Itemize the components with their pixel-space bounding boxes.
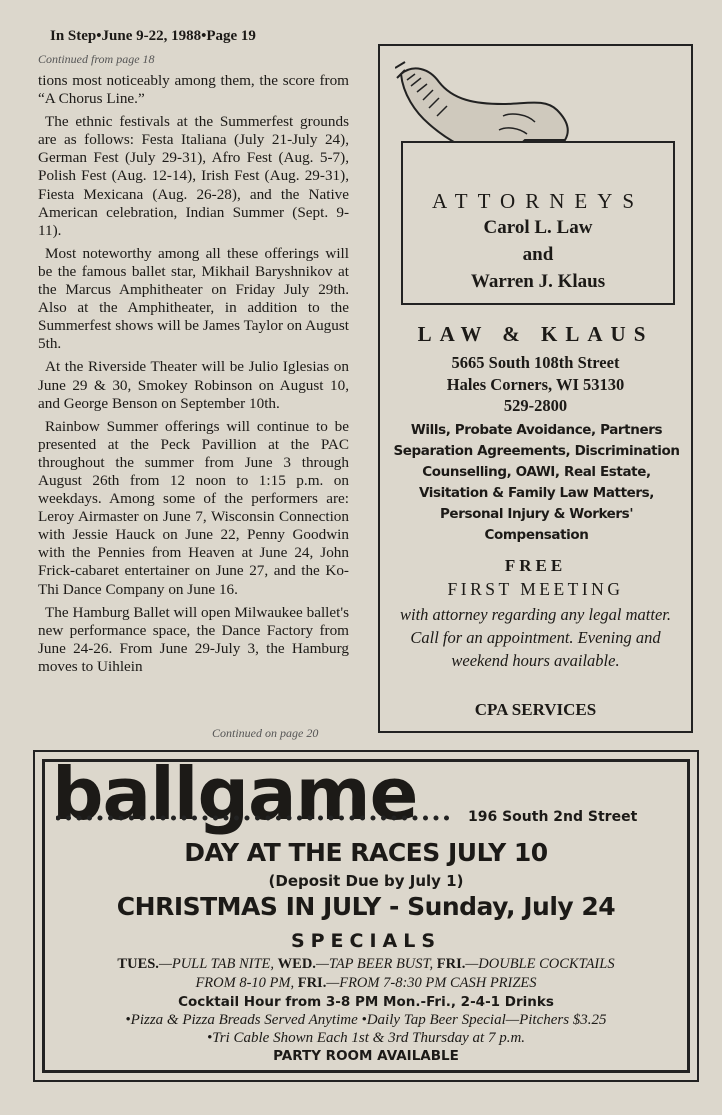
wed-label: WED. (277, 956, 316, 972)
firm-address-line-1: 5665 South 108th Street (451, 353, 620, 372)
specials-line-2 (42, 975, 690, 992)
ballgame-logo: ballgame (52, 752, 418, 836)
attorney-name-2: Warren J. Klaus (470, 271, 606, 292)
article-paragraph: tions most noticeably among them, the score from “A Chorus Line.” (38, 72, 349, 108)
article-paragraph: The Hamburg Ballet will open Milwaukee ballet's new performance space, the Dance Factory from June 24-26. From June 29-July 3, the Hamburg moves to Uihlein (38, 603, 349, 675)
page-header: In Step•June 9-22, 1988•Page 19 (50, 28, 256, 44)
attorney-and: and (522, 244, 554, 265)
attorney-name-1: Carol L. Law (483, 217, 593, 238)
fri-label: FRI. (436, 956, 466, 972)
fri-text: —DOUBLE COCKTAILS (465, 956, 615, 972)
cocktail-hour: Cocktail Hour from 3-8 PM Mon.-Fri., 2-4-1 Drinks (178, 994, 554, 1010)
deposit-note: (Deposit Due by July 1) (268, 872, 464, 890)
article-paragraph: The ethnic festivals at the Summerfest grounds are as follows: Festa Italiana (July 21-July 24), German Fest (July 29-31), Afro Fest (Aug. 5-7), Polish Fest (Aug. 12-14), Irish Fest (Aug. 29-31), Fiesta Mexicana (Aug. 26-28), and the Native American celebration, Indian Summer (Sept. 9-11). (38, 113, 349, 239)
christmas-event: CHRISTMAS IN JULY - Sunday, July 24 (116, 892, 616, 921)
firm-name: LAW & KLAUS (417, 322, 654, 346)
ballgame-address: 196 South 2nd Street (468, 809, 638, 825)
wed-text: —TAP BEER BUST, (315, 956, 434, 972)
cpa-services: CPA SERVICES (474, 700, 597, 719)
attorney-names-box (401, 141, 675, 305)
firm-phone: 529-2800 (503, 396, 568, 415)
article-paragraph: Rainbow Summer offerings will continue to be presented at the Peck Pavillion at the PAC throughout the summer from June 3 through August 26th from 12 noon to 1:15 p.m. on weekdays. Among some of the performers are: Leroy Airmaster on June 7, Wisconsin Connection with Jessie Hauck on June 22, Penny Goodwin with the Pennies from Heaven at June 24, John Frick-cabaret entertainer on June 27, and the Ko-Thi Dance Company on June 16. (38, 417, 349, 598)
continued-from-note: Continued from page 18 (38, 52, 155, 66)
races-event: DAY AT THE RACES JULY 10 (184, 838, 548, 867)
pizza-line: •Pizza & Pizza Breads Served Anytime •Daily Tap Beer Special—Pitchers $3.25 (125, 1012, 607, 1028)
line2-a: FROM 8-10 PM, (195, 975, 295, 991)
article-paragraph: Most noteworthy among all these offerings will be the famous ballet star, Mikhail Baryshnikov at the Marcus Amphitheater on Friday July 29th. Also at the Amphitheater, in addition to the Summerfest shows will be James Taylor on August 5th. (38, 244, 349, 353)
line2-fri: FRI. (297, 975, 327, 991)
cable-line: •Tri Cable Shown Each 1st & 3rd Thursday at 7 p.m. (206, 1030, 526, 1046)
article-paragraph: At the Riverside Theater will be Julio Iglesias on June 29 & 30, Smokey Robinson on August 10, and George Benson on September 10th. (38, 358, 349, 412)
firm-address (378, 352, 693, 417)
specials-line-1 (42, 956, 690, 973)
free-label: FREE (504, 556, 567, 575)
dotted-underline (56, 813, 456, 823)
tues-text: —PULL TAB NITE, (158, 956, 275, 972)
tues-label: TUES. (117, 956, 159, 972)
firm-address-line-2: Hales Corners, WI 53130 (446, 374, 625, 394)
party-room: PARTY ROOM AVAILABLE (273, 1048, 459, 1064)
attorneys-heading: ATTORNEYS (431, 189, 645, 213)
article-column (38, 72, 349, 681)
legal-services-list: Wills, Probate Avoidance, Partners Separation Agreements, Discrimination Counselling, OAWI, Real Estate, Visitation & Family Law Matters, Personal Injury & Workers' Compensation (393, 422, 680, 544)
line2-b: —FROM 7-8:30 PM CASH PRIZES (326, 975, 537, 991)
continued-on-note: Continued on page 20 (212, 726, 319, 740)
first-meeting-label: FIRST MEETING (447, 579, 624, 599)
meeting-description: with attorney regarding any legal matter. Call for an appointment. Evening and weekend hours available. (399, 605, 671, 670)
specials-heading: SPECIALS (290, 930, 442, 952)
